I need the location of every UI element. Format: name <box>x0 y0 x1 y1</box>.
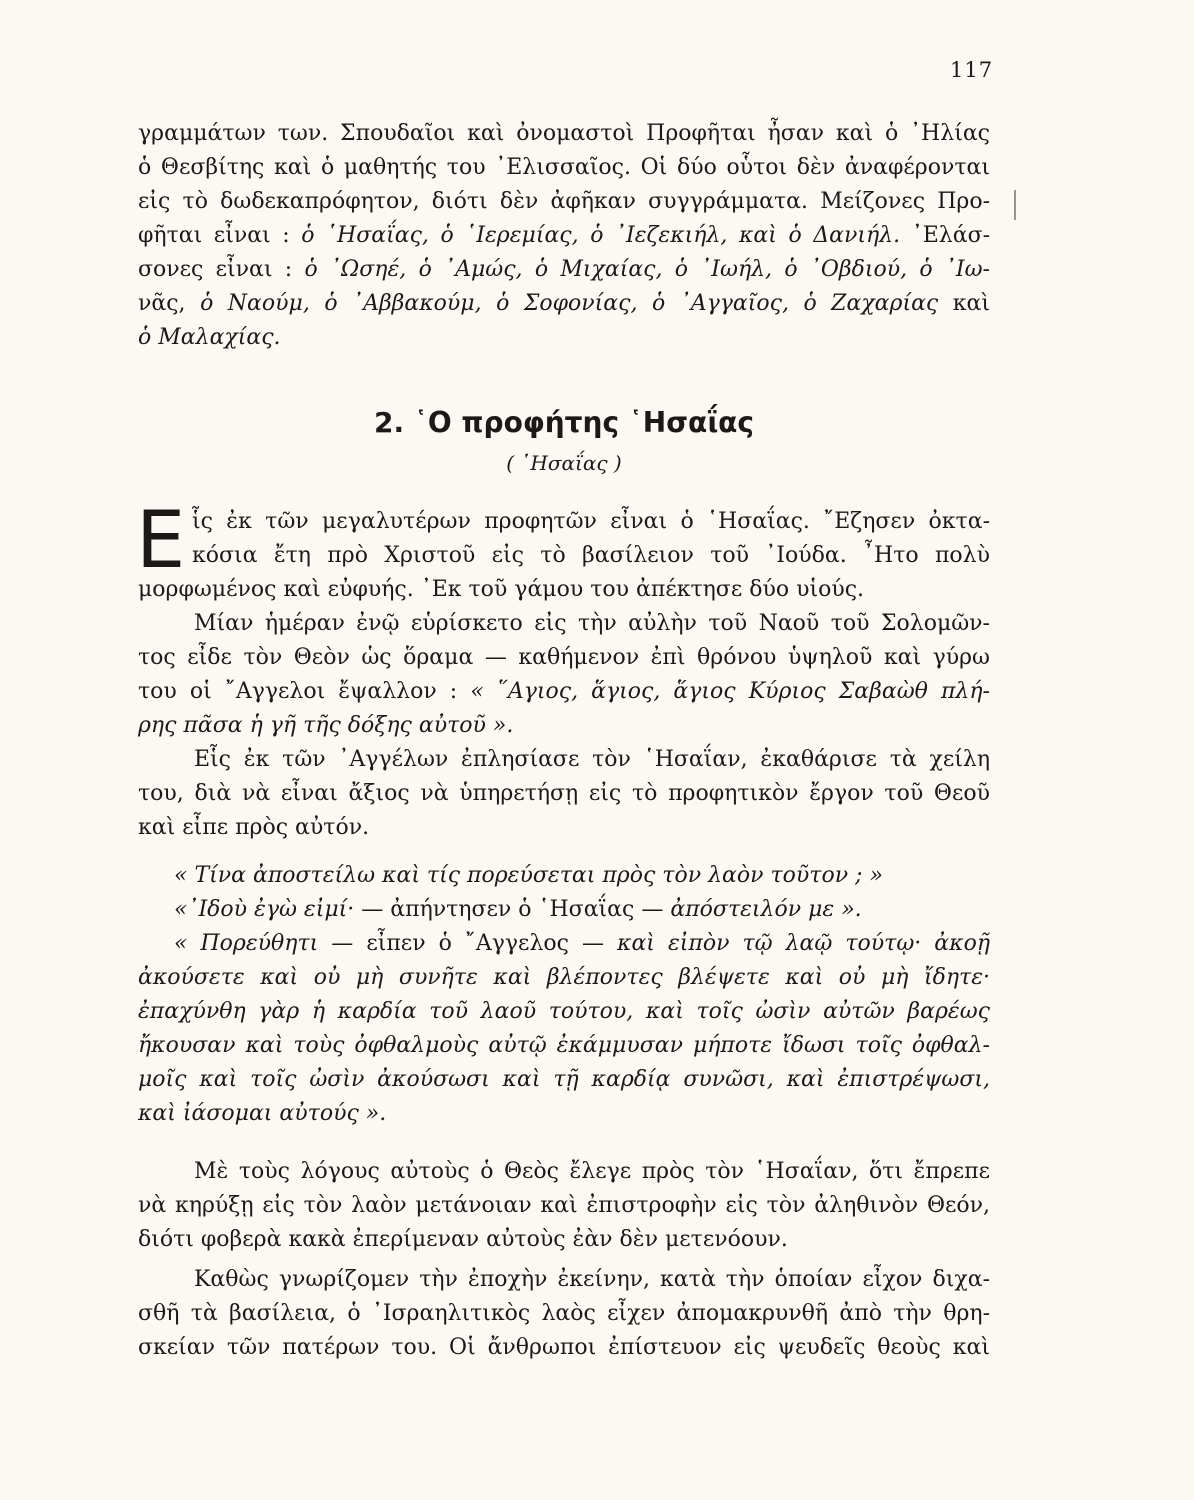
text-line: γραμμάτων των. Σπουδαῖοι καὶ ὀνομαστοὶ Προφῆται ἦσαν καὶ ὁ ᾿Ηλίας <box>138 121 990 146</box>
text-line: Εἷς ἐκ τῶν ᾿Αγγέλων ἐπλησίασε τὸν ῾Ησαΐαν, ἐκαθάρισε τὰ χείλη <box>194 747 990 772</box>
text-line: νὰ κηρύξῃ εἰς τὸν λαὸν μετάνοιαν καὶ ἐπιστροφὴν εἰς τὸν ἀληθινὸν Θεόν, <box>138 1193 990 1218</box>
text-line: μορφωμένος καὶ εὐφυής. ᾿Εκ τοῦ γάμου του ἀπέκτησε δύο υἱούς. <box>138 577 865 602</box>
paragraph-4 <box>138 1155 990 1257</box>
page-number: 117 <box>950 58 994 82</box>
text-line: Καθὼς γνωρίζομεν τὴν ἐποχὴν ἐκείνην, κατὰ τὴν ὁποίαν εἶχον διχα- <box>194 1267 990 1292</box>
text-segment: νᾶς, <box>138 291 186 316</box>
text-line: Μίαν ἡμέραν ἐνῷ εὑρίσκετο εἰς τὴν αὐλὴν τοῦ Ναοῦ τοῦ Σολομῶν- <box>194 611 990 636</box>
quote-line: μοῖς καὶ τοῖς ὠσὶν ἀκούσωσι καὶ τῇ καρδίᾳ συνῶσι, καὶ ἐπιστρέψωσι, <box>138 1067 990 1092</box>
narration-segment: εἶπεν ὁ ῎Αγγελος — <box>366 931 604 956</box>
text-line: καὶ εἶπε πρὸς αὐτόν. <box>138 815 370 840</box>
text-line: σθῆ τὰ βασίλεια, ὁ ᾿Ισραηλιτικὸς λαὸς εἶχεν ἀπομακρυνθῆ ἀπὸ τὴν θρη- <box>138 1301 990 1326</box>
quote-line: ἀκούσετε καὶ οὐ μὴ συνῆτε καὶ βλέποντες βλέψετε καὶ οὐ μὴ ἴδητε· <box>138 965 990 990</box>
text-line: διότι φοβερὰ κακὰ ἐπερίμεναν αὐτοὺς ἐὰν δὲν μετενόουν. <box>138 1227 788 1252</box>
quote-line <box>138 893 990 927</box>
italic-names: ὁ ᾿Ωσηέ, ὁ ᾿Αμώς, ὁ Μιχαίας, ὁ ᾿Ιωήλ, ὁ ᾿Οβδιού, ὁ ᾿Ιω- <box>304 257 990 282</box>
text-line: ὁ Μαλαχίας. <box>138 325 281 350</box>
quote-line: ἤκουσαν καὶ τοὺς ὀφθαλμοὺς αὐτῷ ἐκάμμυσαν μήποτε ἴδωσι τοῖς ὀφθαλ- <box>138 1033 990 1058</box>
text-line <box>138 287 990 321</box>
section-title: 2. ῾Ο προφήτης ῾Ησαΐας <box>373 406 755 439</box>
text-line: Μὲ τοὺς λόγους αὐτοὺς ὁ Θεὸς ἔλεγε πρὸς τὸν ῾Ησαΐαν, ὅτι ἔπρεπε <box>194 1159 990 1184</box>
quote-block <box>138 859 990 1131</box>
paragraph-3 <box>138 743 990 845</box>
section-subtitle: ( ῾Ησαΐας ) <box>506 451 622 475</box>
quote-line: καὶ ἰάσομαι αὐτούς ». <box>138 1101 387 1126</box>
italic-names: ὁ ῾Ησαΐας, ὁ ῾Ιερεμίας, ὁ ᾿Ιεζεκιήλ, καὶ ὁ Δανιήλ. <box>301 223 901 248</box>
text-segment: του οἱ ῎Αγγελοι ἔψαλλον : <box>138 679 458 704</box>
narration-segment: ἀπήντησεν ὁ ῾Ησαΐας — <box>390 897 664 922</box>
quote-line <box>138 927 990 961</box>
text-line: ρης πᾶσα ἡ γῆ τῆς δόξης αὐτοῦ ». <box>138 713 514 738</box>
text-line: ἷς ἐκ τῶν μεγαλυτέρων προφητῶν εἶναι ὁ ῾Ησαΐας. ῎Εζησεν ὀκτα- <box>192 509 990 534</box>
paragraph-5 <box>138 1263 990 1365</box>
text-line: σκείαν τῶν πατέρων του. Οἱ ἄνθρωποι ἐπίστευον εἰς ψευδεῖς θεοὺς καὶ <box>138 1335 990 1360</box>
text-line: κόσια ἔτη πρὸ Χριστοῦ εἰς τὸ βασίλειον τοῦ ᾿Ιούδα. ῏Ητο πολὺ <box>192 543 990 568</box>
text-line <box>138 253 990 287</box>
text-line: τος εἶδε τὸν Θεὸν ὡς ὅραμα — καθήμενον ἐπὶ θρόνου ὑψηλοῦ καὶ γύρω <box>138 645 990 670</box>
text-line: ὁ Θεσβίτης καὶ ὁ μαθητής του ᾿Ελισσαῖος. Οἱ δύο οὗτοι δὲν ἀναφέρονται <box>138 155 990 180</box>
italic-quote: « ῞Αγιος, ἅγιος, ἅγιος Κύριος Σαβαὼθ πλή- <box>470 679 990 704</box>
text-line: εἰς τὸ δωδεκαπρόφητον, διότι δὲν ἀφῆκαν συγγράμματα. Μείζονες Προ- <box>138 189 990 214</box>
text-line: του, διὰ νὰ εἶναι ἄξιος νὰ ὑπηρετήσῃ εἰς τὸ προφητικὸν ἔργον τοῦ Θεοῦ <box>138 781 990 806</box>
quote-line: « Τίνα ἀποστείλω καὶ τίς πορεύσεται πρὸς τὸν λαὸν τοῦτον ; » <box>174 863 883 888</box>
quote-segment: «᾿Ιδοὺ ἐγὼ εἰμί· — <box>174 897 384 922</box>
text-line <box>138 675 990 709</box>
text-line <box>138 219 990 253</box>
quote-segment: « Πορεύθητι — <box>174 931 354 956</box>
text-segment: καὶ <box>952 291 991 316</box>
page-content <box>138 117 990 1365</box>
italic-names: ὁ Ναούμ, ὁ ᾿Αββακούμ, ὁ Σοφονίας, ὁ ᾿Αγγαῖος, ὁ Ζαχαρίας <box>200 291 939 316</box>
text-segment: σονες εἶναι : <box>138 257 293 282</box>
drop-cap: Ε <box>136 496 186 586</box>
text-segment: ᾿Ελάσ- <box>911 223 991 248</box>
intro-paragraph <box>138 117 990 355</box>
paragraph-1 <box>136 496 990 607</box>
quote-segment: καὶ εἰπὸν τῷ λαῷ τούτῳ· ἀκοῇ <box>617 931 991 956</box>
quote-line: ἐπαχύνθη γὰρ ἡ καρδία τοῦ λαοῦ τούτου, καὶ τοῖς ὠσὶν αὐτῶν βαρέως <box>138 999 990 1024</box>
paragraph-2 <box>138 607 990 743</box>
quote-segment: ἀπόστειλόν με ». <box>670 897 862 922</box>
margin-mark <box>1014 190 1016 220</box>
text-segment: φῆται εἶναι : <box>138 223 290 248</box>
spacer <box>138 1131 990 1155</box>
